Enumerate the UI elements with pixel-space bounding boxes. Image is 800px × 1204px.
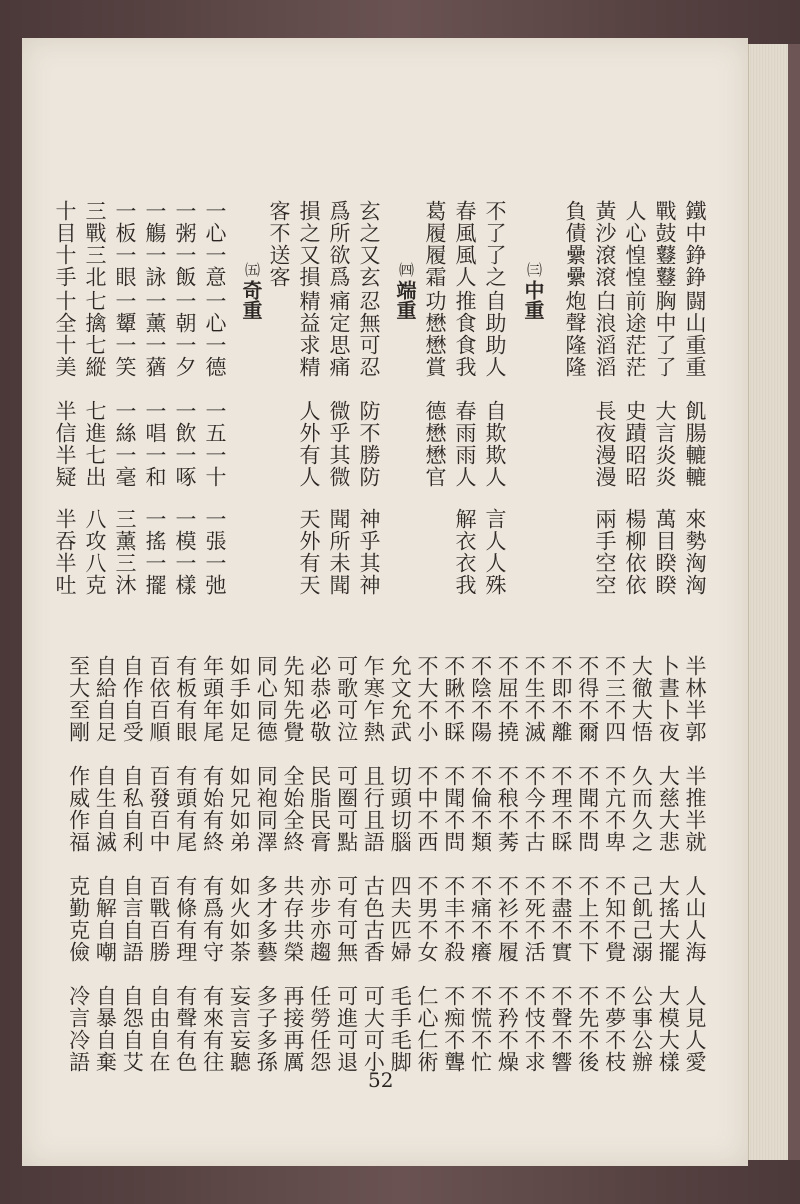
phrase: 一板一眼: [113, 200, 137, 288]
phrase: 不陰不陽: [468, 655, 493, 743]
phrase: 同袍同澤: [254, 765, 279, 853]
phrase: 白浪滔滔: [593, 290, 617, 378]
phrase: 一觴一詠: [143, 200, 167, 288]
phrase: 一朝一夕: [173, 290, 197, 378]
phrase: 可圈可點: [334, 765, 359, 853]
phrase: 有條有理: [173, 875, 198, 963]
phrase: 大模大樣: [656, 985, 681, 1073]
phrase: 炮聲隆隆: [563, 290, 587, 378]
phrase: 四夫匹婦: [388, 875, 413, 963]
phrase: 自助助人: [483, 290, 507, 378]
phrase: 不聞不問: [575, 765, 600, 853]
phrase: 天外有天: [297, 508, 321, 596]
phrase: 有板有眼: [173, 655, 198, 743]
phrase: 一唱一和: [143, 400, 167, 488]
phrase: 八攻八克: [83, 508, 107, 596]
phrase: 如兄如弟: [227, 765, 252, 853]
phrase: 半推半就: [683, 765, 707, 853]
phrase: 年頭年尾: [200, 655, 225, 743]
phrase: 不屈不撓: [495, 655, 520, 743]
phrase: 百依百順: [147, 655, 171, 743]
phrase: 一粥一飯: [173, 200, 197, 288]
phrase: 半吞半吐: [53, 508, 77, 596]
phrase: 不瞅不睬: [441, 655, 466, 743]
phrase: 半林半郭: [683, 655, 707, 743]
phrase: 任勞任怨: [307, 985, 332, 1073]
phrase: 共存共榮: [281, 875, 305, 963]
phrase: 人見人愛: [683, 985, 707, 1073]
phrase: 不衫不履: [495, 875, 520, 963]
phrase: 自言自語: [120, 875, 145, 963]
phrase: 不知不覺: [602, 875, 627, 963]
phrase: 有聲有色: [173, 985, 198, 1073]
section-title: 端重: [393, 280, 417, 320]
phrase: 百發百中: [147, 765, 171, 853]
phrase: 仁心仁術: [415, 985, 439, 1073]
phrase: 全始全終: [281, 765, 305, 853]
phrase: 不丰不殺: [441, 875, 466, 963]
phrase: 黃沙滾滾: [593, 200, 617, 288]
phrase: 不了了之: [483, 200, 507, 288]
phrase: 一心一德: [203, 290, 227, 378]
phrase: 不得不爾: [575, 655, 600, 743]
phrase: 人心惶惶: [623, 200, 647, 288]
phrase: 不理不睬: [549, 765, 573, 853]
phrase: 一搖一擺: [143, 508, 167, 596]
phrase: 自暴自棄: [93, 985, 118, 1073]
phrase: 不稂不莠: [495, 765, 520, 853]
phrase: 自怨自艾: [120, 985, 145, 1073]
phrase: 有頭有尾: [173, 765, 198, 853]
phrase: 民脂民膏: [307, 765, 332, 853]
phrase: 多才多藝: [254, 875, 279, 963]
phrase: 毛手毛脚: [388, 985, 413, 1073]
phrase: 不男不女: [415, 875, 439, 963]
phrase: 公事公辦: [629, 985, 654, 1073]
page-edges: [748, 44, 789, 1160]
phrase: 一心一意: [203, 200, 227, 288]
phrase: 有來有往: [200, 985, 225, 1073]
section-numeral: ㈢: [525, 262, 543, 277]
phrase: 不生不滅: [522, 655, 547, 743]
phrase: 切頭切腦: [388, 765, 413, 853]
phrase: 胸中了了: [653, 290, 677, 378]
phrase: 兩手空空: [593, 508, 617, 596]
phrase: 楊柳依依: [623, 508, 647, 596]
phrase: 不三不四: [602, 655, 627, 743]
phrase: 推食食我: [453, 290, 477, 378]
phrase: 作威作福: [66, 765, 91, 853]
phrase: 人外有人: [297, 400, 321, 488]
phrase: 七擒七縱: [83, 290, 107, 378]
phrase: 鐵中錚錚: [683, 200, 707, 288]
phrase: 不慌不忙: [468, 985, 493, 1073]
phrase: 一飲一啄: [173, 400, 197, 488]
section-title: 奇重: [239, 280, 263, 320]
phrase: 自解自嘲: [93, 875, 118, 963]
phrase: 先知先覺: [281, 655, 305, 743]
phrase: 不先不後: [575, 985, 600, 1073]
phrase: 一絲一毫: [113, 400, 137, 488]
phrase: 一顰一笑: [113, 290, 137, 378]
phrase: 言人人殊: [483, 508, 507, 596]
phrase: 萬目睽睽: [653, 508, 677, 596]
section-title: 中重: [521, 280, 545, 320]
section-numeral: ㈣: [397, 262, 415, 277]
phrase: 聞所未聞: [327, 508, 351, 596]
phrase: 損之又損: [297, 200, 321, 288]
phrase: 自欺欺人: [483, 400, 507, 488]
phrase: 史蹟昭昭: [623, 400, 647, 488]
phrase: 百戰百勝: [147, 875, 171, 963]
phrase: 玄之又玄: [357, 200, 381, 288]
phrase: 且行且語: [361, 765, 386, 853]
phrase: 允文允武: [388, 655, 413, 743]
phrase: 自生自滅: [93, 765, 118, 853]
phrase: 三戰三北: [83, 200, 107, 288]
phrase: 功懋懋賞: [423, 290, 447, 378]
phrase: 自私自利: [120, 765, 145, 853]
phrase: 大慈大悲: [656, 765, 681, 853]
phrase: 不聲不響: [549, 985, 573, 1073]
phrase: 妄言妄聽: [227, 985, 252, 1073]
phrase: 春風風人: [453, 200, 477, 288]
phrase: 不盡不實: [549, 875, 573, 963]
phrase: 如手如足: [227, 655, 252, 743]
phrase: 爲所欲爲: [327, 200, 351, 288]
phrase: 痛定思痛: [327, 290, 351, 378]
phrase: 不矜不燥: [495, 985, 520, 1073]
phrase: 半信半疑: [53, 400, 77, 488]
phrase: 乍寒乍熱: [361, 655, 386, 743]
page-number: 52: [368, 1068, 394, 1092]
phrase: 己飢己溺: [629, 875, 654, 963]
phrase: 不中不西: [415, 765, 439, 853]
phrase: 葛履履霜: [423, 200, 447, 288]
phrase: 一薰一蕕: [143, 290, 167, 378]
phrase: 大言炎炎: [653, 400, 677, 488]
phrase: 自由自在: [147, 985, 171, 1073]
phrase: 長夜漫漫: [593, 400, 617, 488]
phrase: 不倫不類: [468, 765, 493, 853]
phrase: 多子多孫: [254, 985, 279, 1073]
phrase: 一五一十: [203, 400, 227, 488]
phrase: 不痛不癢: [468, 875, 493, 963]
phrase: 亦步亦趨: [307, 875, 332, 963]
phrase: 同心同德: [254, 655, 279, 743]
phrase: 微乎其微: [327, 400, 351, 488]
phrase: 精益求精: [297, 290, 321, 378]
phrase: 可大可小: [361, 985, 386, 1073]
phrase: 客不送客: [267, 200, 291, 288]
phrase: 不夢不枝: [602, 985, 627, 1073]
phrase: 不即不離: [549, 655, 573, 743]
phrase: 十目十手: [53, 200, 77, 288]
phrase: 不忮不求: [522, 985, 547, 1073]
phrase: 可歌可泣: [334, 655, 359, 743]
phrase: 不痴不聾: [441, 985, 466, 1073]
phrase: 再接再厲: [281, 985, 305, 1073]
phrase: 不上不下: [575, 875, 600, 963]
phrase: 負債纍纍: [563, 200, 587, 288]
phrase: 古色古香: [361, 875, 386, 963]
phrase: 前途茫茫: [623, 290, 647, 378]
phrase: 有爲有守: [200, 875, 225, 963]
phrase: 神乎其神: [357, 508, 381, 596]
book-cover-edge: [788, 44, 800, 1160]
phrase: 一模一樣: [173, 508, 197, 596]
phrase: 不死不活: [522, 875, 547, 963]
phrase: 闘山重重: [683, 290, 707, 378]
phrase: 戰鼓鼟鼟: [653, 200, 677, 288]
phrase: 如火如荼: [227, 875, 252, 963]
phrase: 有始有終: [200, 765, 225, 853]
phrase: 飢腸轆轆: [683, 400, 707, 488]
phrase: 自給自足: [93, 655, 118, 743]
phrase: 解衣衣我: [453, 508, 477, 596]
phrase: 至大至剛: [66, 655, 91, 743]
phrase: 不聞不問: [441, 765, 466, 853]
phrase: 防不勝防: [357, 400, 381, 488]
phrase: 大徹大悟: [629, 655, 654, 743]
phrase: 克勤克儉: [66, 875, 91, 963]
phrase: 人山人海: [683, 875, 707, 963]
phrase: 不今不古: [522, 765, 547, 853]
phrase: 七進七出: [83, 400, 107, 488]
phrase: 久而久之: [629, 765, 654, 853]
phrase: 必恭必敬: [307, 655, 332, 743]
phrase: 來勢洶洶: [683, 508, 707, 596]
phrase: 冷言冷語: [66, 985, 91, 1073]
phrase: 大搖大擺: [656, 875, 681, 963]
phrase: 德懋懋官: [423, 400, 447, 488]
phrase: 可進可退: [334, 985, 359, 1073]
phrase: 卜晝卜夜: [656, 655, 681, 743]
phrase: 可有可無: [334, 875, 359, 963]
phrase: 一張一弛: [203, 508, 227, 596]
phrase: 十全十美: [53, 290, 77, 378]
phrase: 自作自受: [120, 655, 145, 743]
phrase: 忍無可忍: [357, 290, 381, 378]
phrase: 春雨雨人: [453, 400, 477, 488]
phrase: 不大不小: [415, 655, 439, 743]
phrase: 不亢不卑: [602, 765, 627, 853]
section-numeral: ㈤: [243, 262, 261, 277]
phrase: 三薰三沐: [113, 508, 137, 596]
